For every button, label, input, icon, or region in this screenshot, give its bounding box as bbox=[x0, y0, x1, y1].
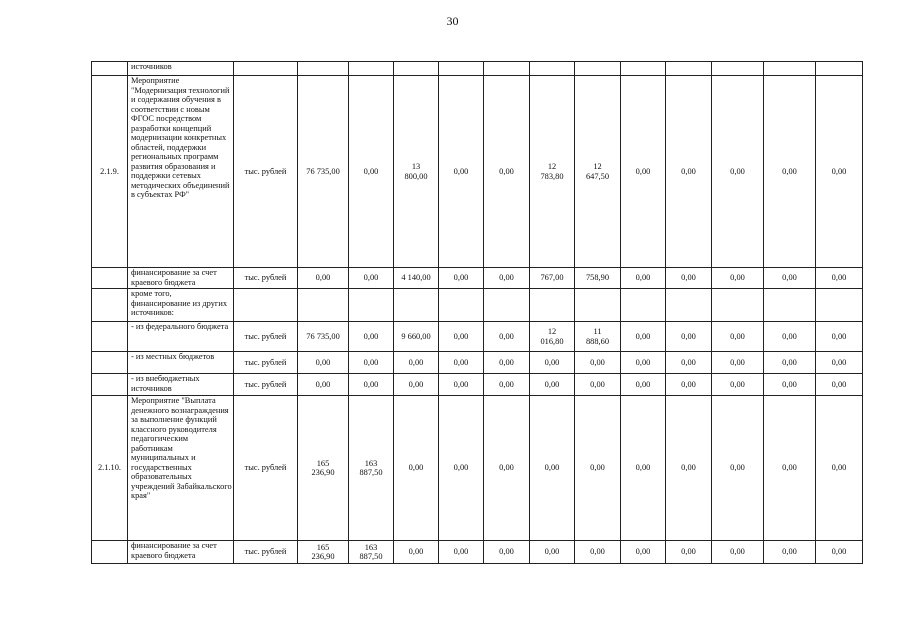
value-cell: 76 735,00 bbox=[298, 76, 349, 268]
value-cell: 767,00 bbox=[530, 268, 575, 289]
value-cell: 0,00 bbox=[575, 352, 621, 374]
value-cell: 0,00 bbox=[484, 396, 530, 541]
row-number-cell bbox=[92, 62, 128, 76]
row-number-cell bbox=[92, 289, 128, 322]
value-cell: 0,00 bbox=[349, 352, 394, 374]
value-cell: 0,00 bbox=[575, 541, 621, 564]
value-cell: 0,00 bbox=[764, 268, 816, 289]
value-cell: 0,00 bbox=[712, 322, 764, 352]
value-cell: 0,00 bbox=[298, 268, 349, 289]
value-cell bbox=[484, 289, 530, 322]
value-cell: 0,00 bbox=[621, 322, 666, 352]
value-cell: 0,00 bbox=[666, 541, 712, 564]
value-cell: 0,00 bbox=[530, 541, 575, 564]
value-cell: 0,00 bbox=[621, 76, 666, 268]
value-cell: 0,00 bbox=[666, 352, 712, 374]
value-cell: 0,00 bbox=[439, 396, 484, 541]
value-cell: 0,00 bbox=[439, 374, 484, 396]
row-number-cell: 2.1.9. bbox=[92, 76, 128, 268]
value-cell: 0,00 bbox=[621, 374, 666, 396]
value-cell: 0,00 bbox=[484, 374, 530, 396]
table-row bbox=[92, 541, 863, 564]
value-cell: 0,00 bbox=[712, 76, 764, 268]
table-row bbox=[92, 322, 863, 352]
value-cell: 0,00 bbox=[816, 541, 863, 564]
row-number-cell bbox=[92, 374, 128, 396]
table-row bbox=[92, 268, 863, 289]
value-cell bbox=[349, 289, 394, 322]
value-cell: 13 800,00 bbox=[394, 76, 439, 268]
value-cell: 0,00 bbox=[666, 76, 712, 268]
row-name-cell: финансирование за счет краевого бюджета bbox=[128, 268, 234, 289]
value-cell bbox=[575, 62, 621, 76]
value-cell bbox=[816, 62, 863, 76]
value-cell: 0,00 bbox=[394, 541, 439, 564]
unit-cell bbox=[234, 289, 298, 322]
value-cell: 0,00 bbox=[816, 352, 863, 374]
row-number-cell: 2.1.10. bbox=[92, 396, 128, 541]
value-cell: 76 735,00 bbox=[298, 322, 349, 352]
value-cell bbox=[484, 62, 530, 76]
value-cell: 0,00 bbox=[439, 268, 484, 289]
value-cell: 0,00 bbox=[621, 541, 666, 564]
unit-cell: тыс. рублей bbox=[234, 352, 298, 374]
value-cell: 0,00 bbox=[816, 396, 863, 541]
value-cell: 0,00 bbox=[439, 322, 484, 352]
value-cell: 0,00 bbox=[484, 76, 530, 268]
value-cell: 0,00 bbox=[484, 541, 530, 564]
row-name-cell: кроме того, финансирование из других источников: bbox=[128, 289, 234, 322]
value-cell: 0,00 bbox=[816, 76, 863, 268]
value-cell bbox=[621, 62, 666, 76]
value-cell: 0,00 bbox=[484, 322, 530, 352]
value-cell: 0,00 bbox=[439, 541, 484, 564]
value-cell: 0,00 bbox=[712, 268, 764, 289]
value-cell: 12 016,80 bbox=[530, 322, 575, 352]
unit-cell: тыс. рублей bbox=[234, 322, 298, 352]
value-cell bbox=[298, 62, 349, 76]
value-cell: 0,00 bbox=[484, 352, 530, 374]
value-cell: 0,00 bbox=[621, 396, 666, 541]
unit-cell bbox=[234, 62, 298, 76]
value-cell: 0,00 bbox=[349, 374, 394, 396]
value-cell: 0,00 bbox=[666, 374, 712, 396]
value-cell: 12 783,80 bbox=[530, 76, 575, 268]
value-cell bbox=[764, 289, 816, 322]
table-row bbox=[92, 352, 863, 374]
value-cell: 0,00 bbox=[349, 322, 394, 352]
value-cell: 0,00 bbox=[666, 268, 712, 289]
value-cell bbox=[575, 289, 621, 322]
value-cell bbox=[439, 289, 484, 322]
value-cell: 0,00 bbox=[666, 396, 712, 541]
value-cell: 0,00 bbox=[298, 352, 349, 374]
value-cell: 4 140,00 bbox=[394, 268, 439, 289]
value-cell: 0,00 bbox=[439, 76, 484, 268]
value-cell: 0,00 bbox=[764, 374, 816, 396]
value-cell bbox=[666, 289, 712, 322]
value-cell: 0,00 bbox=[816, 268, 863, 289]
value-cell: 0,00 bbox=[394, 374, 439, 396]
row-name-cell: Мероприятие "Выплата денежного вознаграждения за выполнение функций классного руководителя педагогическим работникам муниципальных и государственных образовательных учреждений Забайкальского края" bbox=[128, 396, 234, 541]
value-cell: 0,00 bbox=[575, 396, 621, 541]
value-cell: 0,00 bbox=[484, 268, 530, 289]
unit-cell: тыс. рублей bbox=[234, 268, 298, 289]
unit-cell: тыс. рублей bbox=[234, 396, 298, 541]
value-cell: 11 888,60 bbox=[575, 322, 621, 352]
value-cell: 0,00 bbox=[439, 352, 484, 374]
value-cell: 163 887,50 bbox=[349, 396, 394, 541]
unit-cell: тыс. рублей bbox=[234, 76, 298, 268]
value-cell: 0,00 bbox=[349, 76, 394, 268]
value-cell: 9 660,00 bbox=[394, 322, 439, 352]
value-cell bbox=[712, 62, 764, 76]
table-row bbox=[92, 396, 863, 541]
value-cell bbox=[816, 289, 863, 322]
value-cell: 0,00 bbox=[666, 322, 712, 352]
value-cell: 163 887,50 bbox=[349, 541, 394, 564]
row-name-cell: - из местных бюджетов bbox=[128, 352, 234, 374]
value-cell: 758,90 bbox=[575, 268, 621, 289]
value-cell: 0,00 bbox=[816, 322, 863, 352]
row-name-cell: - из федерального бюджета bbox=[128, 322, 234, 352]
value-cell: 0,00 bbox=[575, 374, 621, 396]
value-cell bbox=[394, 289, 439, 322]
row-name-cell: финансирование за счет краевого бюджета bbox=[128, 541, 234, 564]
value-cell bbox=[666, 62, 712, 76]
budget-table bbox=[91, 61, 863, 564]
value-cell: 0,00 bbox=[530, 352, 575, 374]
value-cell: 0,00 bbox=[394, 352, 439, 374]
table-row bbox=[92, 76, 863, 268]
value-cell: 0,00 bbox=[712, 541, 764, 564]
row-number-cell bbox=[92, 322, 128, 352]
value-cell: 0,00 bbox=[349, 268, 394, 289]
value-cell bbox=[530, 62, 575, 76]
unit-cell: тыс. рублей bbox=[234, 541, 298, 564]
value-cell: 0,00 bbox=[621, 268, 666, 289]
row-name-cell: - из внебюджетных источников bbox=[128, 374, 234, 396]
row-number-cell bbox=[92, 541, 128, 564]
value-cell: 0,00 bbox=[394, 396, 439, 541]
value-cell: 165 236,90 bbox=[298, 541, 349, 564]
value-cell bbox=[764, 62, 816, 76]
table-row bbox=[92, 374, 863, 396]
value-cell: 0,00 bbox=[764, 322, 816, 352]
value-cell: 165 236,90 bbox=[298, 396, 349, 541]
row-number-cell bbox=[92, 352, 128, 374]
value-cell bbox=[712, 289, 764, 322]
value-cell: 0,00 bbox=[530, 374, 575, 396]
value-cell: 0,00 bbox=[530, 396, 575, 541]
page-number: 30 bbox=[446, 14, 459, 28]
value-cell bbox=[530, 289, 575, 322]
value-cell: 12 647,50 bbox=[575, 76, 621, 268]
value-cell: 0,00 bbox=[712, 374, 764, 396]
value-cell: 0,00 bbox=[816, 374, 863, 396]
value-cell: 0,00 bbox=[764, 541, 816, 564]
value-cell bbox=[439, 62, 484, 76]
row-number-cell bbox=[92, 268, 128, 289]
value-cell: 0,00 bbox=[764, 352, 816, 374]
value-cell bbox=[394, 62, 439, 76]
row-name-cell: Мероприятие "Модернизация технологий и содержания обучения в соответствии с новым ФГОС посредством разработки концепций модернизации конкретных областей, поддержки региональных программ развития образования и поддержки сетевых методических объединений в субъектах РФ" bbox=[128, 76, 234, 268]
row-name-cell: источников bbox=[128, 62, 234, 76]
value-cell: 0,00 bbox=[298, 374, 349, 396]
table-row bbox=[92, 289, 863, 322]
value-cell: 0,00 bbox=[764, 76, 816, 268]
value-cell: 0,00 bbox=[764, 396, 816, 541]
value-cell: 0,00 bbox=[712, 352, 764, 374]
value-cell bbox=[621, 289, 666, 322]
unit-cell: тыс. рублей bbox=[234, 374, 298, 396]
value-cell: 0,00 bbox=[712, 396, 764, 541]
table-row bbox=[92, 62, 863, 76]
value-cell bbox=[298, 289, 349, 322]
value-cell: 0,00 bbox=[621, 352, 666, 374]
value-cell bbox=[349, 62, 394, 76]
